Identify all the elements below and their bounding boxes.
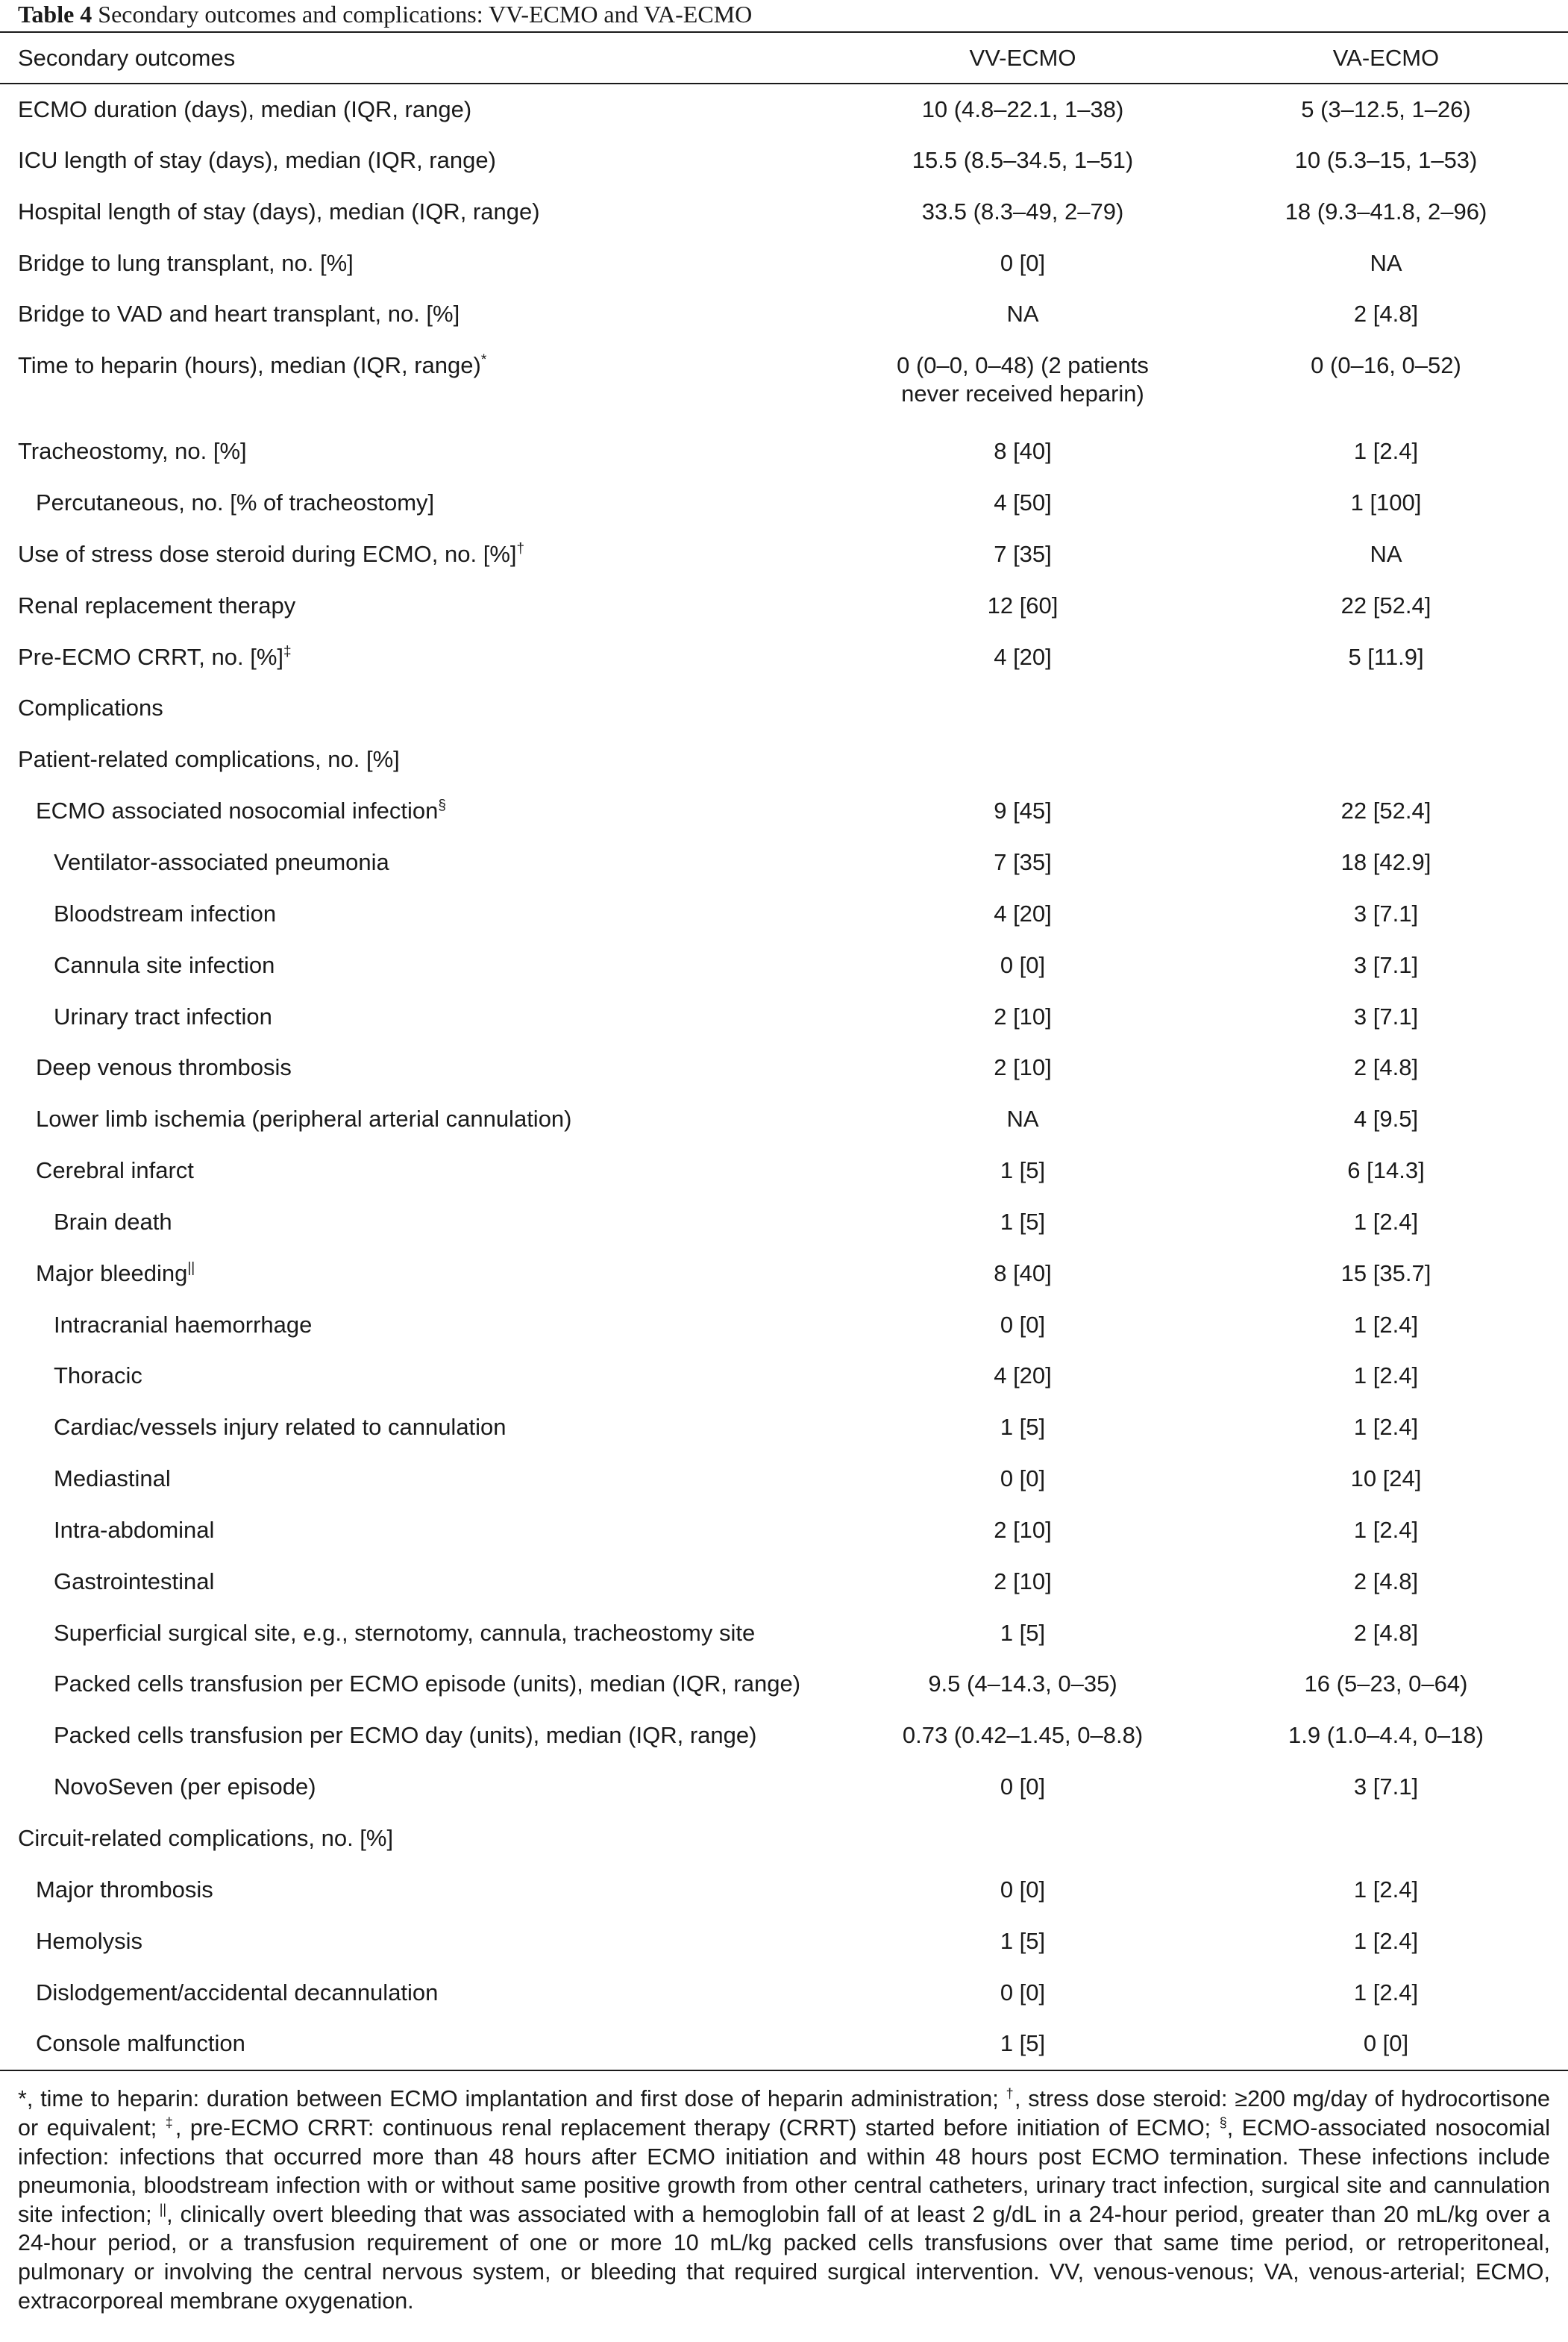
- row-label-text: Tracheostomy, no. [%]: [18, 438, 247, 465]
- cell-va: 4 [9.5]: [1353, 1106, 1419, 1133]
- cell-va: 1 [2.4]: [1353, 1362, 1419, 1389]
- cell-vv: [841, 683, 1204, 734]
- row-label-text: Packed cells transfusion per ECMO episode (units), median (IQR, range): [54, 1671, 801, 1697]
- cell-vv: 1 [5]: [841, 2018, 1204, 2070]
- cell-vv: NA: [1006, 301, 1039, 328]
- cell-va: 16 (5–23, 0–64): [1304, 1671, 1468, 1697]
- row-label-text: Use of stress dose steroid during ECMO, no. [%]: [18, 540, 517, 567]
- footnote-text: , pre-ECMO CRRT: continuous renal replacement therapy (CRRT) started before initiation of ECMO;: [175, 2114, 1220, 2141]
- row-label-text: Superficial surgical site, e.g., sternotomy, cannula, tracheostomy site: [54, 1619, 756, 1646]
- row-label: [0, 187, 841, 238]
- cell-vv: 0 (0–0, 0–48) (2 patients never received heparin): [897, 352, 1149, 407]
- cell-va: 1 [2.4]: [1353, 1208, 1419, 1235]
- row-label-text: ICU length of stay (days), median (IQR, range): [18, 146, 496, 173]
- section-row: [0, 1813, 1568, 1864]
- table-row: [0, 1659, 1568, 1710]
- cell-va: 5 (3–12.5, 1–26): [1301, 96, 1471, 122]
- row-label: [0, 426, 841, 478]
- table-row: [0, 1967, 1568, 2019]
- section-label: [0, 734, 841, 786]
- row-label: [0, 1762, 841, 1813]
- footnote-symbol: ||: [159, 2201, 167, 2217]
- row-label: [0, 1350, 841, 1402]
- cell-va: 2 [4.8]: [1353, 1054, 1419, 1081]
- cell-va: 1 [2.4]: [1353, 1516, 1419, 1543]
- footnote-text: , time to heparin: duration between ECMO implantation and first dose of heparin administration;: [26, 2086, 1006, 2112]
- header-row: [0, 32, 1568, 84]
- cell-va: 18 (9.3–41.8, 2–96): [1285, 198, 1487, 225]
- outcomes-table: [0, 31, 1568, 2071]
- row-label-text: Gastrointestinal: [54, 1568, 215, 1594]
- table-row: [0, 426, 1568, 478]
- row-label: [0, 478, 841, 529]
- cell-vv: NA: [1006, 1106, 1039, 1133]
- cell-vv: 8 [40]: [994, 438, 1052, 465]
- cell-va: 3 [7.1]: [1353, 1003, 1419, 1030]
- row-label: [0, 889, 841, 940]
- cell-va: 1 [100]: [1350, 489, 1422, 516]
- cell-va: 0 [0]: [1204, 2018, 1568, 2070]
- footnote-text: , clinically overt bleeding that was associated with a hemoglobin fall of at least 2 g/dL in a 24-hour period, greater than 20 mL/kg over a 24-hour period, or a transfusion requirement of one or more 10 mL/kg packed cells transfusions over that same time period, or retroperitoneal, pulmonary or involving the central nervous system, or bleeding that required surgical intervention. VV, venous-venous; VA, venous-arterial; ECMO, extracorporeal membrane oxygenation.: [18, 2201, 1550, 2314]
- cell-vv: 1 [5]: [1000, 1414, 1046, 1441]
- row-label-text: Thoracic: [54, 1362, 142, 1389]
- cell-va: 10 (5.3–15, 1–53): [1294, 146, 1478, 173]
- cell-vv: 0 [0]: [1000, 1465, 1046, 1492]
- cell-vv: 2 [10]: [994, 1516, 1052, 1543]
- row-label: [0, 1916, 841, 1967]
- cell-va: [1204, 1813, 1568, 1864]
- cell-va: 1.9 (1.0–4.4, 0–18): [1288, 1722, 1484, 1749]
- row-label: [0, 580, 841, 632]
- cell-va: 1 [2.4]: [1353, 1876, 1419, 1903]
- footnote-marker: §: [438, 798, 446, 814]
- table-row: [0, 786, 1568, 837]
- table-caption: [0, 0, 1568, 31]
- cell-va: 5 [11.9]: [1348, 643, 1424, 670]
- section-row: [0, 734, 1568, 786]
- row-label: [0, 1145, 841, 1197]
- row-label: [0, 1556, 841, 1608]
- cell-vv: 9 [45]: [994, 798, 1052, 824]
- table-row: [0, 889, 1568, 940]
- row-label-text: Bloodstream infection: [54, 900, 277, 927]
- table-row: [0, 1248, 1568, 1300]
- table-row: [0, 187, 1568, 238]
- row-label-text: Circuit-related complications, no. [%]: [18, 1825, 394, 1851]
- table-row: [0, 478, 1568, 529]
- row-label-text: Ventilator-associated pneumonia: [54, 848, 389, 875]
- row-label-text: Time to heparin (hours), median (IQR, range): [18, 352, 481, 379]
- row-label: [0, 2018, 841, 2070]
- table-row: [0, 238, 1568, 289]
- row-label: [0, 289, 841, 340]
- cell-vv: 2 [10]: [994, 1568, 1052, 1594]
- footnote-symbol: †: [1006, 2086, 1015, 2102]
- cell-va: 22 [52.4]: [1340, 798, 1431, 824]
- table-row: [0, 632, 1568, 683]
- row-label: [0, 84, 841, 135]
- cell-va: 22 [52.4]: [1340, 592, 1431, 619]
- row-label-text: Packed cells transfusion per ECMO day (units), median (IQR, range): [54, 1722, 757, 1749]
- cell-va: 2 [4.8]: [1353, 1568, 1419, 1594]
- row-label-text: Mediastinal: [54, 1465, 171, 1492]
- cell-vv: 0 [0]: [1000, 1773, 1046, 1800]
- table-row: [0, 1197, 1568, 1248]
- row-label-text: Bridge to VAD and heart transplant, no. [%]: [18, 301, 460, 328]
- section-label: [0, 683, 841, 734]
- cell-vv: 0 [0]: [1000, 1979, 1046, 2006]
- table-footnote: [0, 2071, 1568, 2315]
- table-row: [0, 1556, 1568, 1608]
- row-label-text: Hemolysis: [36, 1927, 142, 1954]
- row-label-text: Deep venous thrombosis: [36, 1054, 292, 1081]
- table-row: [0, 1762, 1568, 1813]
- row-label: [0, 1197, 841, 1248]
- cell-vv: 0 [0]: [1000, 1876, 1046, 1903]
- row-label-text: Pre-ECMO CRRT, no. [%]: [18, 643, 284, 670]
- row-label: [0, 786, 841, 837]
- cell-va: 1 [2.4]: [1353, 438, 1419, 465]
- row-label: [0, 1042, 841, 1094]
- row-label-text: Intra-abdominal: [54, 1516, 215, 1543]
- table-row: [0, 84, 1568, 135]
- cell-va: 1 [2.4]: [1353, 1414, 1419, 1441]
- cell-vv: 7 [35]: [994, 540, 1052, 567]
- cell-va: 3 [7.1]: [1353, 1773, 1419, 1800]
- row-label-text: Dislodgement/accidental decannulation: [36, 1979, 439, 2006]
- table-row: [0, 1864, 1568, 1916]
- row-label-text: Percutaneous, no. [% of tracheostomy]: [36, 489, 435, 516]
- cell-vv: 10 (4.8–22.1, 1–38): [921, 96, 1124, 122]
- cell-vv: 4 [20]: [994, 643, 1052, 670]
- row-label: [0, 1710, 841, 1762]
- row-label-text: Renal replacement therapy: [18, 592, 296, 619]
- row-label-text: Complications: [18, 695, 163, 721]
- cell-va: NA: [1370, 249, 1402, 276]
- cell-vv: 15.5 (8.5–34.5, 1–51): [912, 146, 1134, 173]
- cell-va: 6 [14.3]: [1347, 1157, 1425, 1184]
- table-row: [0, 2018, 1568, 2070]
- cell-vv: 33.5 (8.3–49, 2–79): [921, 198, 1124, 225]
- cell-va: 10 [24]: [1350, 1465, 1422, 1492]
- row-label-text: Console malfunction: [36, 2030, 245, 2057]
- row-label: [0, 340, 841, 426]
- row-label: [0, 940, 841, 992]
- cell-va: 15 [35.7]: [1340, 1259, 1431, 1286]
- table-header: [0, 32, 1568, 84]
- row-label-text: NovoSeven (per episode): [54, 1773, 316, 1800]
- footnote-symbol: §: [1219, 2114, 1227, 2130]
- row-label: [0, 1248, 841, 1300]
- cell-vv: 12 [60]: [987, 592, 1059, 619]
- row-label-text: Brain death: [54, 1208, 172, 1235]
- table-row: [0, 1505, 1568, 1556]
- cell-vv: 9.5 (4–14.3, 0–35): [928, 1671, 1117, 1697]
- table-row: [0, 837, 1568, 889]
- table-row: [0, 1916, 1568, 1967]
- cell-vv: 2 [10]: [994, 1054, 1052, 1081]
- table-row: [0, 1402, 1568, 1453]
- header-outcomes: Secondary outcomes: [0, 32, 841, 84]
- table-row: [0, 1042, 1568, 1094]
- row-label: [0, 238, 841, 289]
- row-label: [0, 632, 841, 683]
- row-label-text: Major bleeding: [36, 1259, 188, 1286]
- table-row: [0, 340, 1568, 426]
- cell-vv: 4 [50]: [994, 489, 1052, 516]
- table-caption-text: Secondary outcomes and complications: VV-ECMO and VA-ECMO: [98, 1, 753, 28]
- row-label-text: Lower limb ischemia (peripheral arterial cannulation): [36, 1106, 572, 1133]
- cell-va: 1 [2.4]: [1353, 1927, 1419, 1954]
- cell-va: 2 [4.8]: [1353, 301, 1419, 328]
- cell-vv: 2 [10]: [994, 1003, 1052, 1030]
- row-label-text: ECMO duration (days), median (IQR, range): [18, 96, 472, 122]
- cell-va: [1204, 683, 1568, 734]
- cell-vv: 4 [20]: [994, 900, 1052, 927]
- row-label-text: Patient-related complications, no. [%]: [18, 746, 400, 773]
- cell-vv: 1 [5]: [1000, 1208, 1046, 1235]
- cell-va: 3 [7.1]: [1353, 951, 1419, 978]
- cell-vv: 8 [40]: [994, 1259, 1052, 1286]
- row-label: [0, 1505, 841, 1556]
- row-label-text: Cannula site infection: [54, 951, 275, 978]
- cell-vv: 1 [5]: [1000, 1927, 1046, 1954]
- header-vv-ecmo: VV-ECMO: [841, 32, 1204, 84]
- row-label: [0, 837, 841, 889]
- row-label-text: Urinary tract infection: [54, 1003, 272, 1030]
- cell-va: 1 [2.4]: [1353, 1311, 1419, 1338]
- row-label-text: Intracranial haemorrhage: [54, 1311, 313, 1338]
- table-body: [0, 84, 1568, 2070]
- table-row: [0, 992, 1568, 1043]
- table-caption-label: Table 4: [18, 1, 92, 28]
- cell-vv: 0 [0]: [1000, 1311, 1046, 1338]
- footnote-text: , stress dose steroid: ≥200 mg/day of hydrocortisone or equivalent;: [18, 2086, 1550, 2141]
- cell-vv: [841, 734, 1204, 786]
- row-label: [0, 1659, 841, 1710]
- header-va-ecmo: VA-ECMO: [1204, 32, 1568, 84]
- table-row: [0, 1145, 1568, 1197]
- footnote-symbol: ‡: [165, 2114, 175, 2130]
- row-label-text: Cerebral infarct: [36, 1157, 194, 1184]
- cell-va: [1204, 734, 1568, 786]
- table-row: [0, 1094, 1568, 1145]
- footnote-marker: ‡: [283, 643, 292, 660]
- row-label: [0, 1094, 841, 1145]
- cell-va: 18 [42.9]: [1340, 848, 1431, 875]
- footnote-marker: ||: [187, 1259, 195, 1276]
- footnote-marker: *: [480, 352, 487, 369]
- row-label: [0, 1453, 841, 1505]
- table-row: [0, 580, 1568, 632]
- cell-vv: 4 [20]: [994, 1362, 1052, 1389]
- table-row: [0, 135, 1568, 187]
- row-label: [0, 135, 841, 187]
- cell-va: 3 [7.1]: [1353, 900, 1419, 927]
- cell-va: 0 (0–16, 0–52): [1311, 352, 1461, 379]
- cell-va: NA: [1370, 540, 1402, 567]
- cell-vv: 0 [0]: [1000, 951, 1046, 978]
- cell-vv: 0.73 (0.42–1.45, 0–8.8): [902, 1722, 1144, 1749]
- row-label-text: Bridge to lung transplant, no. [%]: [18, 249, 354, 276]
- table-row: [0, 940, 1568, 992]
- cell-vv: 7 [35]: [994, 848, 1052, 875]
- row-label: [0, 1967, 841, 2019]
- table-row: [0, 1608, 1568, 1659]
- cell-vv: 1 [5]: [1000, 1619, 1046, 1646]
- row-label: [0, 1608, 841, 1659]
- cell-va: 2 [4.8]: [1353, 1619, 1419, 1646]
- row-label: [0, 1300, 841, 1351]
- row-label-text: Hospital length of stay (days), median (IQR, range): [18, 198, 540, 225]
- section-label: [0, 1813, 841, 1864]
- row-label: [0, 529, 841, 580]
- row-label-text: ECMO associated nosocomial infection: [36, 798, 439, 824]
- cell-vv: 1 [5]: [1000, 1157, 1046, 1184]
- cell-vv: 0 [0]: [1000, 249, 1046, 276]
- row-label: [0, 1402, 841, 1453]
- row-label: [0, 992, 841, 1043]
- section-row: [0, 683, 1568, 734]
- footnote-marker: †: [516, 540, 525, 557]
- table-row: [0, 1300, 1568, 1351]
- row-label-text: Major thrombosis: [36, 1876, 213, 1903]
- table-row: [0, 1350, 1568, 1402]
- cell-va: 1 [2.4]: [1353, 1979, 1419, 2006]
- table-row: [0, 289, 1568, 340]
- table-row: [0, 529, 1568, 580]
- footnote-text: , ECMO-associated nosocomial infection: infections that occurred more than 48 hours after ECMO initiation and within 48 hours post ECMO termination. These infections include pneumonia, bloodstream infection with or without same positive growth from other central catheters, urinary tract infection, surgical site and cannulation site infection;: [18, 2114, 1550, 2227]
- row-label: [0, 1864, 841, 1916]
- cell-vv: [841, 1813, 1204, 1864]
- table-row: [0, 1453, 1568, 1505]
- row-label-text: Cardiac/vessels injury related to cannulation: [54, 1414, 507, 1441]
- table-row: [0, 1710, 1568, 1762]
- footnote-symbol: *: [18, 2086, 27, 2112]
